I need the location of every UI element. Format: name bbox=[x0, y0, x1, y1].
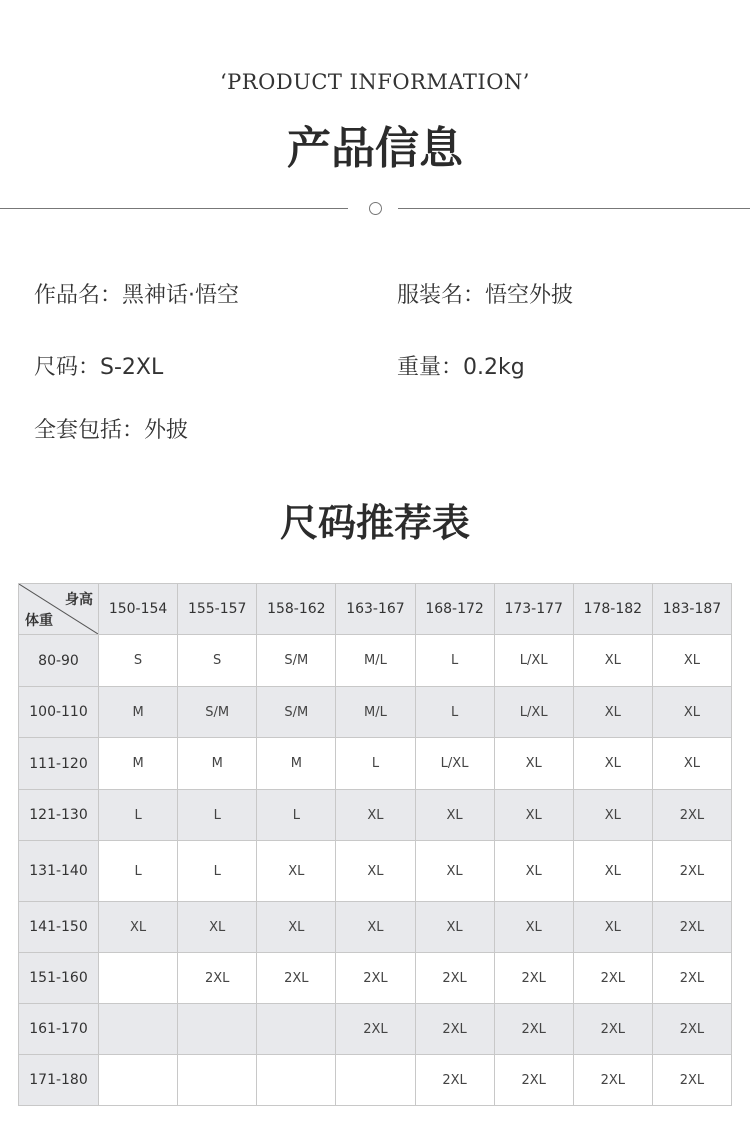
size-cell: S/M bbox=[257, 687, 336, 738]
size-table-title: 尺码推荐表 bbox=[279, 500, 470, 545]
corner-height-label: 身高 bbox=[65, 592, 93, 608]
size-cell: M/L bbox=[336, 635, 415, 687]
size-cell: XL bbox=[494, 738, 573, 790]
table-header-row bbox=[19, 584, 732, 635]
size-cell: 2XL bbox=[573, 1055, 652, 1106]
size-cell: XL bbox=[573, 841, 652, 902]
size-range-text: 尺码：S-2XL bbox=[34, 355, 164, 380]
size-cell: M bbox=[257, 738, 336, 790]
size-cell: XL bbox=[415, 902, 494, 953]
size-cell: L bbox=[178, 790, 257, 841]
size-cell: L/XL bbox=[494, 687, 573, 738]
height-header-cell: 168-172 bbox=[415, 584, 494, 635]
size-cell: XL bbox=[573, 902, 652, 953]
size-cell: 2XL bbox=[494, 1055, 573, 1106]
size-cell: 2XL bbox=[415, 953, 494, 1004]
size-cell: 2XL bbox=[336, 953, 415, 1004]
size-cell: 2XL bbox=[415, 1055, 494, 1106]
weight-header-cell: 121-130 bbox=[19, 790, 99, 841]
size-cell: L/XL bbox=[494, 635, 573, 687]
height-header-cell: 173-177 bbox=[494, 584, 573, 635]
garment-name-text: 服装名：悟空外披 bbox=[397, 283, 574, 308]
size-cell: XL bbox=[415, 841, 494, 902]
size-cell bbox=[257, 1004, 336, 1055]
size-cell: XL bbox=[257, 841, 336, 902]
size-cell: XL bbox=[415, 790, 494, 841]
weight-header-cell: 171-180 bbox=[19, 1055, 99, 1106]
work-name-text: 作品名：黑神话·悟空 bbox=[34, 283, 239, 308]
size-cell: 2XL bbox=[652, 841, 731, 902]
size-cell: L bbox=[415, 635, 494, 687]
table-row bbox=[19, 1004, 732, 1055]
size-cell: M bbox=[99, 687, 178, 738]
size-cell: XL bbox=[573, 790, 652, 841]
circle-icon bbox=[369, 202, 382, 215]
size-cell: 2XL bbox=[573, 1004, 652, 1055]
size-cell: 2XL bbox=[652, 1004, 731, 1055]
size-cell: 2XL bbox=[257, 953, 336, 1004]
height-header-cell: 150-154 bbox=[99, 584, 178, 635]
weight-header-cell: 151-160 bbox=[19, 953, 99, 1004]
height-header-cell: 158-162 bbox=[257, 584, 336, 635]
size-cell: XL bbox=[573, 687, 652, 738]
size-cell: XL bbox=[573, 635, 652, 687]
size-cell bbox=[99, 1055, 178, 1106]
size-cell: XL bbox=[494, 841, 573, 902]
weight-header-cell: 161-170 bbox=[19, 1004, 99, 1055]
size-cell: XL bbox=[257, 902, 336, 953]
size-cell: XL bbox=[336, 902, 415, 953]
size-cell: 2XL bbox=[494, 953, 573, 1004]
size-chart-table bbox=[18, 583, 732, 1106]
size-cell bbox=[178, 1004, 257, 1055]
size-cell: XL bbox=[494, 902, 573, 953]
weight-text: 重量：0.2kg bbox=[397, 355, 525, 380]
size-cell: 2XL bbox=[652, 902, 731, 953]
table-row bbox=[19, 635, 732, 687]
size-cell: L/XL bbox=[415, 738, 494, 790]
table-row bbox=[19, 902, 732, 953]
size-cell bbox=[178, 1055, 257, 1106]
size-cell: L bbox=[336, 738, 415, 790]
table-row bbox=[19, 953, 732, 1004]
size-cell bbox=[99, 953, 178, 1004]
size-cell: XL bbox=[652, 687, 731, 738]
size-cell: XL bbox=[99, 902, 178, 953]
size-cell bbox=[257, 1055, 336, 1106]
size-cell: XL bbox=[336, 790, 415, 841]
size-cell: 2XL bbox=[652, 1055, 731, 1106]
size-cell: 2XL bbox=[652, 953, 731, 1004]
size-cell: XL bbox=[178, 902, 257, 953]
weight-header-cell: 111-120 bbox=[19, 738, 99, 790]
table-corner-cell bbox=[19, 584, 99, 635]
height-header-cell: 178-182 bbox=[573, 584, 652, 635]
height-header-cell: 155-157 bbox=[178, 584, 257, 635]
table-row bbox=[19, 841, 732, 902]
size-cell: XL bbox=[336, 841, 415, 902]
size-cell: 2XL bbox=[415, 1004, 494, 1055]
table-row bbox=[19, 687, 732, 738]
weight-header-cell: 80-90 bbox=[19, 635, 99, 687]
page-title: 产品信息 bbox=[287, 123, 463, 174]
size-cell: L bbox=[99, 790, 178, 841]
size-cell: XL bbox=[652, 635, 731, 687]
size-cell: M/L bbox=[336, 687, 415, 738]
size-cell: L bbox=[257, 790, 336, 841]
size-cell: L bbox=[415, 687, 494, 738]
size-cell: 2XL bbox=[652, 790, 731, 841]
size-cell: M bbox=[178, 738, 257, 790]
size-cell: 2XL bbox=[178, 953, 257, 1004]
size-cell: XL bbox=[573, 738, 652, 790]
divider-line-right bbox=[398, 208, 750, 209]
weight-header-cell: 141-150 bbox=[19, 902, 99, 953]
table-row bbox=[19, 790, 732, 841]
size-cell: XL bbox=[652, 738, 731, 790]
size-cell bbox=[336, 1055, 415, 1106]
size-cell: 2XL bbox=[336, 1004, 415, 1055]
weight-header-cell: 131-140 bbox=[19, 841, 99, 902]
height-header-cell: 163-167 bbox=[336, 584, 415, 635]
size-cell: S bbox=[178, 635, 257, 687]
height-header-cell: 183-187 bbox=[652, 584, 731, 635]
set-includes-text: 全套包括：外披 bbox=[34, 418, 189, 443]
corner-weight-label: 体重 bbox=[25, 613, 53, 629]
size-cell: XL bbox=[494, 790, 573, 841]
product-info-subtitle: ‘PRODUCT INFORMATION’ bbox=[220, 70, 530, 94]
size-cell: S/M bbox=[257, 635, 336, 687]
size-cell bbox=[99, 1004, 178, 1055]
table-row bbox=[19, 1055, 732, 1106]
size-cell: 2XL bbox=[494, 1004, 573, 1055]
weight-header-cell: 100-110 bbox=[19, 687, 99, 738]
size-cell: L bbox=[178, 841, 257, 902]
size-cell: S bbox=[99, 635, 178, 687]
size-cell: M bbox=[99, 738, 178, 790]
size-cell: 2XL bbox=[573, 953, 652, 1004]
table-row bbox=[19, 738, 732, 790]
size-cell: S/M bbox=[178, 687, 257, 738]
size-cell: L bbox=[99, 841, 178, 902]
divider-line-left bbox=[0, 208, 348, 209]
